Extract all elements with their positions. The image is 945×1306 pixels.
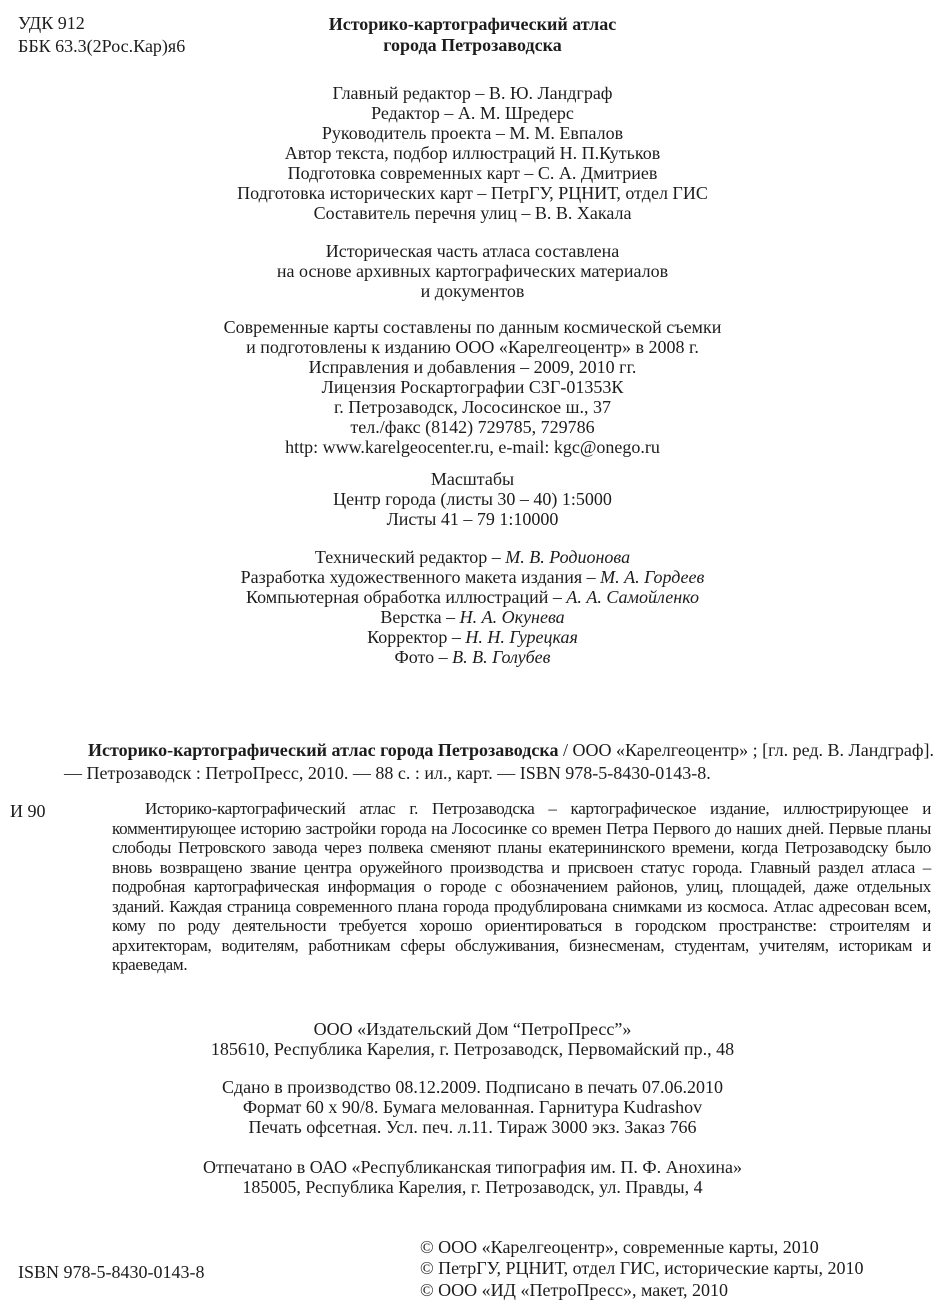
production-line: Печать офсетная. Усл. печ. л.11. Тираж 3000 экз. Заказ 766 [248, 1116, 697, 1137]
credit-line: Подготовка исторических карт – ПетрГУ, РЦНИТ, отдел ГИС [237, 183, 708, 203]
tech-credit-line [0, 567, 945, 587]
publisher-name: ООО «Издательский Дом “ПетроПресс”» [313, 1018, 632, 1039]
note-line: Лицензия Роскартографии СЗГ-01353К [321, 377, 624, 397]
classification-codes [18, 12, 185, 58]
tech-credit-role: Компьютерная обработка иллюстраций – [246, 587, 567, 607]
annotation-text: Историко-картографический атлас г. Петрозаводска – картографическое издание, иллюстрирующее и комментирующее историю застройки города на Лососинке со времен Петра Первого до наших дней. Первые планы слободы Петровского завода через полвека сменяют планы екатерининского времени, когда Петрозаводску было вновь возвращено звание центра оружейного производства и присвоен статус города. Главный раздел атласа – подробная картографическая информация о городе с обозначением районов, улиц, площадей, даже отдельных зданий. Каждая страница современного плана города продублирована снимками из космоса. Атлас адресован всем, кому по роду деятельности требуется хорошо ориентироваться в городском пространстве: строителям и архитекторам, водителям, работникам сферы обслуживания, бизнесменам, студентам, учителям, историкам и краеведам. [112, 799, 931, 974]
copyright-line: © ПетрГУ, РЦНИТ, отдел ГИС, исторические карты, 2010 [420, 1258, 864, 1278]
scales-heading: Масштабы [430, 469, 515, 489]
tech-credit-name: В. В. Голубев [452, 647, 551, 667]
tech-credit-name: Н. Н. Гурецкая [465, 627, 578, 647]
copyright-block [420, 1237, 945, 1302]
scale-line: Листы 41 – 79 1:10000 [386, 509, 559, 529]
production-info [0, 1077, 945, 1137]
modern-maps-note [0, 317, 945, 457]
isbn: ISBN 978-5-8430-0143-8 [18, 1262, 205, 1282]
printing-house-name: Отпечатано в ОАО «Республиканская типография им. П. Ф. Анохина» [202, 1156, 743, 1177]
tech-credit-role: Разработка художественного макета издания – [240, 567, 601, 587]
publisher-address-line: 185610, Республика Карелия, г. Петрозаводск, Первомайский пр., 48 [210, 1038, 735, 1059]
index-code: И 90 [10, 801, 46, 821]
copyright-line: © ООО «Карелгеоцентр», современные карты, 2010 [420, 1236, 819, 1257]
printing-house-address: 185005, Республика Карелия, г. Петрозаводск, ул. Правды, 4 [242, 1176, 703, 1197]
credit-line: Составитель перечня улиц – В. В. Хакала [313, 203, 632, 223]
production-line: Формат 60 х 90/8. Бумага мелованная. Гарнитура Kudrashov [242, 1096, 703, 1117]
tech-credit-name: Н. А. Окунева [459, 607, 565, 627]
map-scales [0, 469, 945, 529]
tech-credit-line [0, 627, 945, 647]
printing-house [0, 1157, 945, 1197]
tech-credit-name: А. А. Самойленко [566, 587, 699, 607]
credit-line: Руководитель проекта – М. М. Евпалов [321, 123, 624, 143]
tech-credit-line [0, 587, 945, 607]
credit-line: Подготовка современных карт – С. А. Дмитриев [287, 163, 658, 183]
note-line: тел./факс (8142) 729785, 729786 [350, 417, 595, 437]
bib-details: / ООО «Карелгеоцентр» ; [гл. ред. В. Ландграф]. — Петрозаводск : ПетроПресс, 2010. — 88 с. : ил., карт. — ISBN 978-5-8430-0143-8. [64, 740, 935, 783]
udk-code: УДК 912 [18, 13, 85, 33]
publisher-address [0, 1019, 945, 1059]
bbk-code: ББК 63.3(2Рос.Кар)я6 [18, 36, 186, 56]
note-line: http: www.karelgeocenter.ru, e-mail: kgc@onego.ru [285, 437, 660, 457]
copyright-line: © ООО «ИД «ПетроПресс», макет, 2010 [420, 1279, 728, 1300]
book-title-line2: города Петрозаводска [383, 35, 562, 55]
tech-credit-name: М. А. Гордеев [600, 567, 705, 587]
tech-credit-role: Корректор – [367, 627, 466, 647]
book-title-line1: Историко-картографический атлас [328, 14, 617, 34]
editorial-credits [0, 83, 945, 223]
tech-credit-role: Верстка – [380, 607, 460, 627]
tech-credit-line [0, 547, 945, 567]
production-line: Сдано в производство 08.12.2009. Подписано в печать 07.06.2010 [222, 1076, 723, 1097]
credit-line: Редактор – А. М. Шредерс [371, 103, 574, 123]
technical-credits [0, 547, 945, 667]
tech-credit-line [0, 647, 945, 667]
note-line: и документов [420, 281, 525, 301]
credit-line: Автор текста, подбор иллюстраций Н. П.Кутьков [284, 143, 661, 163]
tech-credit-role: Фото – [394, 647, 453, 667]
annotation-section [0, 799, 945, 975]
bib-title: Историко-картографический атлас города Петрозаводска [88, 740, 559, 760]
note-line: на основе архивных картографических материалов [276, 261, 669, 281]
tech-credit-line [0, 607, 945, 627]
historical-sources-note [0, 241, 945, 301]
tech-credit-role: Технический редактор – [314, 547, 506, 567]
note-line: г. Петрозаводск, Лососинское ш., 37 [333, 397, 612, 417]
note-line: Современные карты составлены по данным космической съемки [223, 317, 722, 337]
credit-line: Главный редактор – В. Ю. Ландграф [332, 83, 613, 103]
note-line: Историческая часть атласа составлена [325, 241, 620, 261]
tech-credit-name: М. В. Родионова [505, 547, 631, 567]
bibliographic-entry [64, 739, 935, 785]
note-line: Исправления и добавления – 2009, 2010 гг. [308, 357, 637, 377]
scale-line: Центр города (листы 30 – 40) 1:5000 [333, 489, 612, 509]
note-line: и подготовлены к изданию ООО «Карелгеоцентр» в 2008 г. [246, 337, 699, 357]
